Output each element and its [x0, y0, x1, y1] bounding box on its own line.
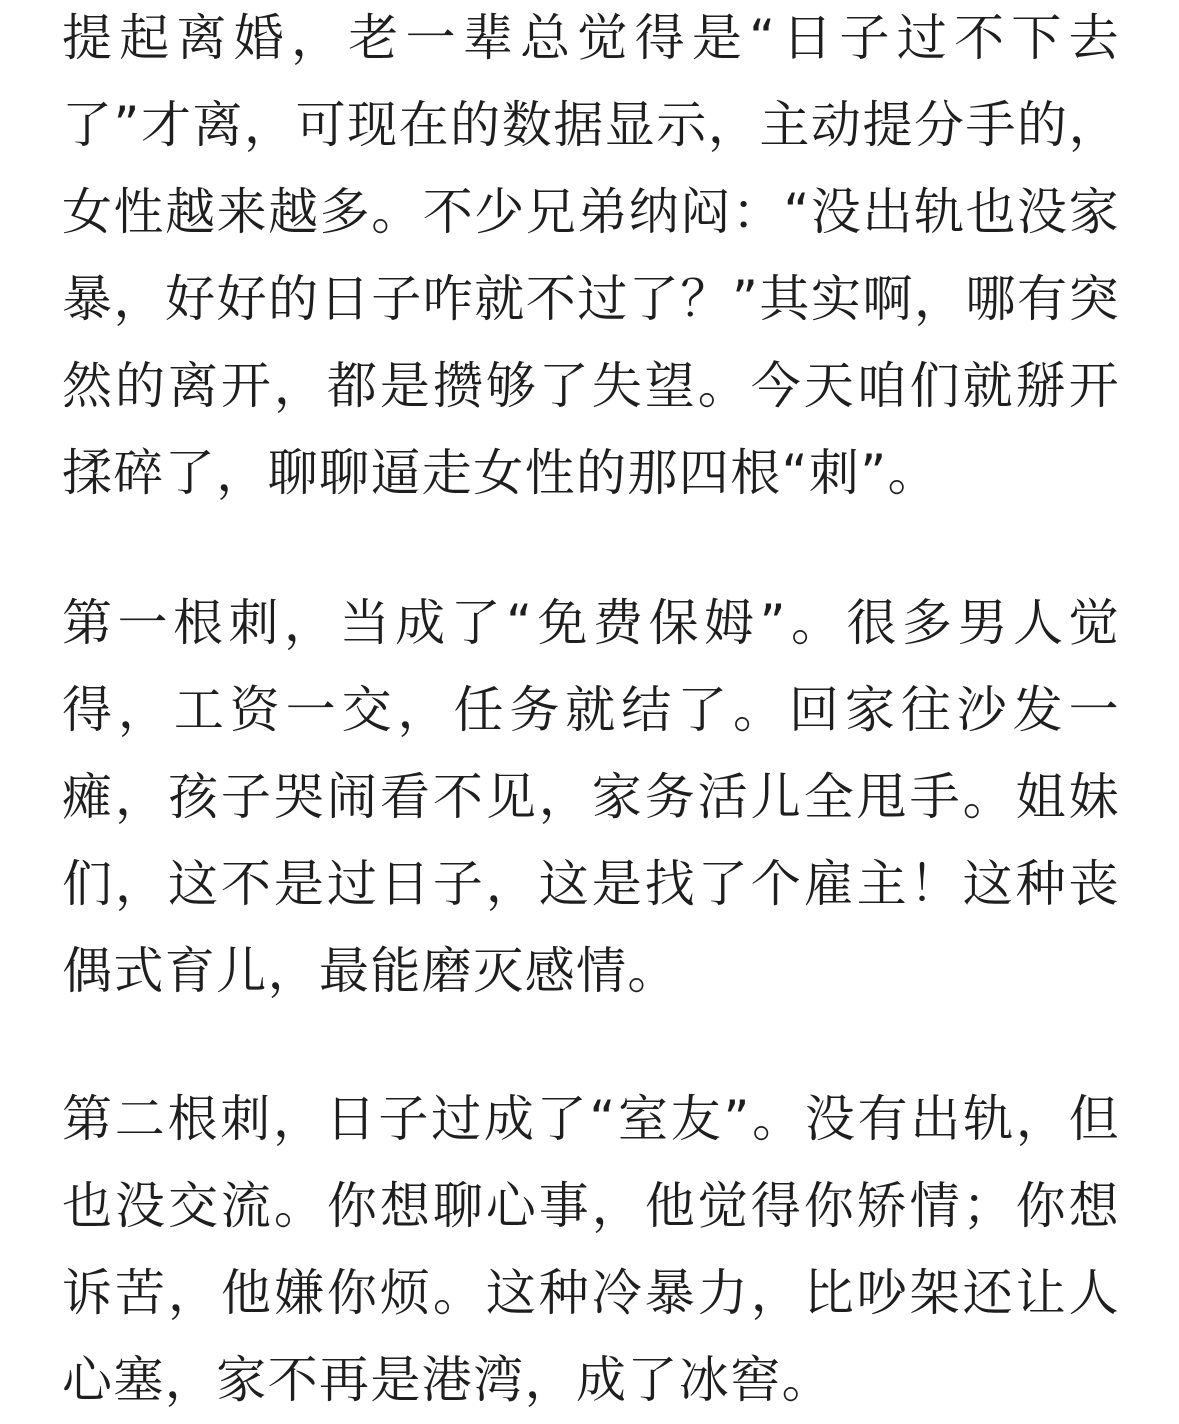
article-paragraph-first-thorn: 第一根刺，当成了“免费保姆”。很多男人觉得，工资一交，任务就结了。回家往沙发一瘫，孩子哭闹看不见，家务活儿全甩手。姐妹们，这不是过日子，这是找了个雇主！这种丧偶式育儿，最能磨灭感情。	[62, 594, 1120, 1000]
article-paragraph-second-thorn: 第二根刺，日子过成了“室友”。没有出轨，但也没交流。你想聊心事，他觉得你矫情；你想诉苦，他嫌你烦。这种冷暴力，比吵架还让人心塞，家不再是港湾，成了冰窖。	[62, 1090, 1120, 1409]
article-paragraph-intro: 提起离婚，老一辈总觉得是“日子过不下去了”才离，可现在的数据显示，主动提分手的，女性越来越多。不少兄弟纳闷：“没出轨也没家暴，好好的日子咋就不过了？”其实啊，哪有突然的离开，都是攒够了失望。今天咱们就掰开揉碎了，聊聊逼走女性的那四根“刺”。	[62, 9, 1120, 502]
